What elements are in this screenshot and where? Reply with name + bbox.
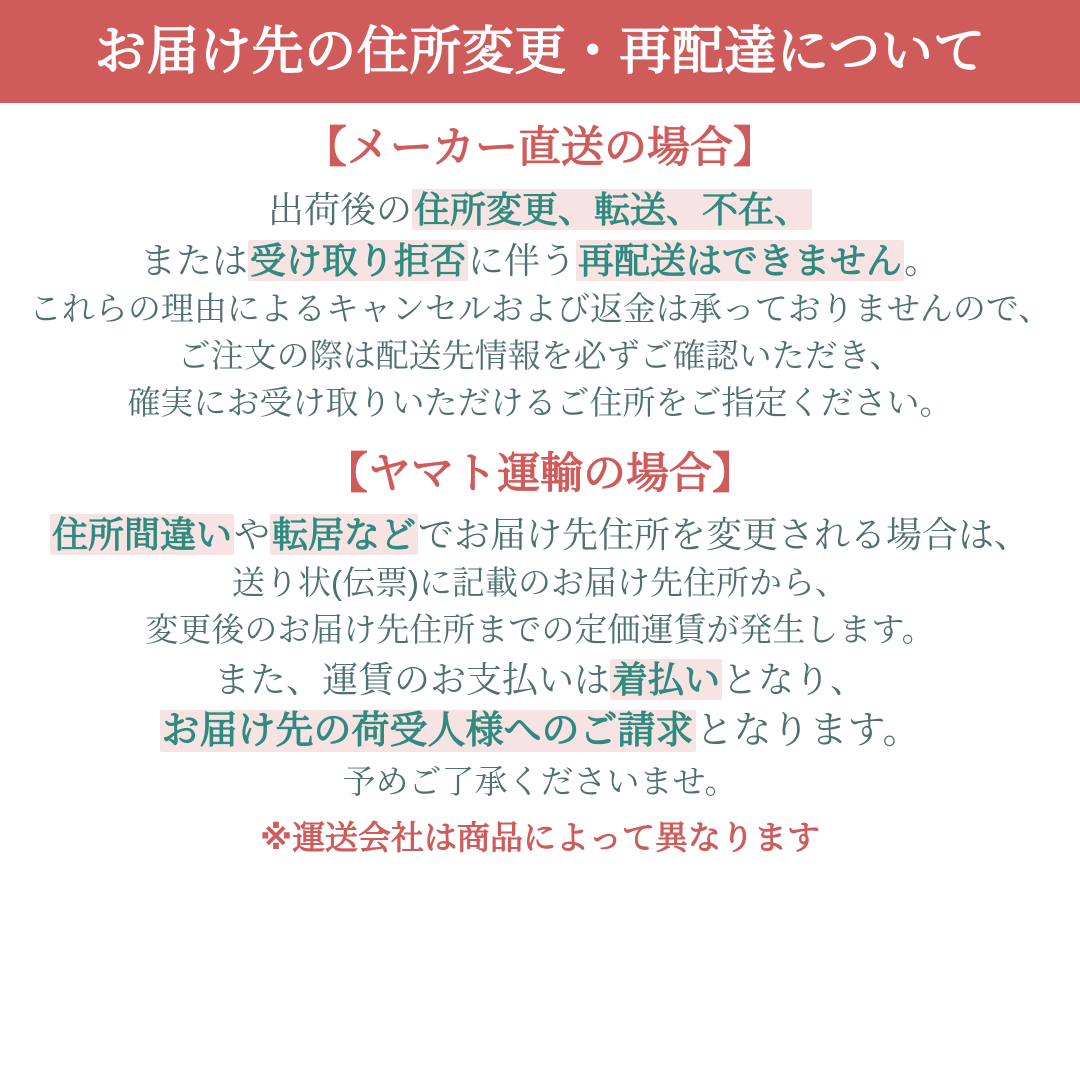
- text-fragment: となります。: [695, 710, 921, 753]
- text-fragment: または: [139, 239, 248, 281]
- notice-line: [14, 509, 1066, 560]
- section-heading-maker-direct: 【メーカー直送の場合】: [303, 124, 777, 172]
- text-fragment: 予めご了承くださいませ。: [342, 763, 738, 801]
- notice-line: [14, 333, 1066, 380]
- notice-line: [14, 705, 1066, 759]
- text-fragment: となり、: [722, 659, 867, 701]
- highlight-fragment: 着払い: [611, 659, 720, 701]
- text-fragment: これらの理由によるキャンセルおよび返金は承っておりませんので、: [28, 289, 1052, 327]
- highlight-fragment: 転居など: [272, 514, 417, 556]
- header-banner: [0, 0, 1080, 103]
- notice-body: [0, 103, 1080, 1080]
- notice-line: [14, 380, 1066, 427]
- notice-line: [14, 184, 1066, 235]
- notice-line: [14, 235, 1066, 286]
- text-fragment: 送り状(伝票)に記載のお届け先住所から、: [232, 564, 848, 602]
- notice-line: [14, 286, 1066, 333]
- text-fragment: 確実にお受け取りいただけるご住所をご指定ください。: [127, 383, 953, 421]
- text-fragment: 。: [904, 239, 941, 281]
- notice-line: [14, 654, 1066, 705]
- notice-line: [14, 759, 1066, 806]
- notice-line: [14, 607, 1066, 654]
- section-heading-yamato: 【ヤマト運輸の場合】: [325, 449, 755, 498]
- highlight-fragment: 受け取り拒否: [249, 239, 466, 281]
- highlight-fragment: 住所変更、転送、不在、: [414, 188, 811, 230]
- page-title: お届け先の住所変更・再配達について: [94, 22, 986, 81]
- text-fragment: でお届け先住所を変更される場合は、: [418, 514, 1031, 556]
- text-fragment: 出荷後の: [267, 188, 412, 230]
- footer-note: ※運送会社は商品によって異なります: [259, 819, 821, 857]
- text-fragment: に伴う: [467, 239, 576, 281]
- text-fragment: また、運賃のお支払いは: [213, 659, 610, 701]
- notice-line: [14, 560, 1066, 607]
- text-fragment: ご注文の際は配送先情報を必ずご確認いただき、: [177, 336, 903, 374]
- highlight-fragment: 住所間違い: [51, 514, 232, 556]
- highlight-fragment: お届け先の荷受人様へのご請求: [161, 710, 694, 753]
- text-fragment: 変更後のお届け先住所までの定価運賃が発生します。: [145, 611, 935, 649]
- highlight-fragment: 再配送はできません: [578, 239, 903, 281]
- text-fragment: や: [233, 514, 270, 556]
